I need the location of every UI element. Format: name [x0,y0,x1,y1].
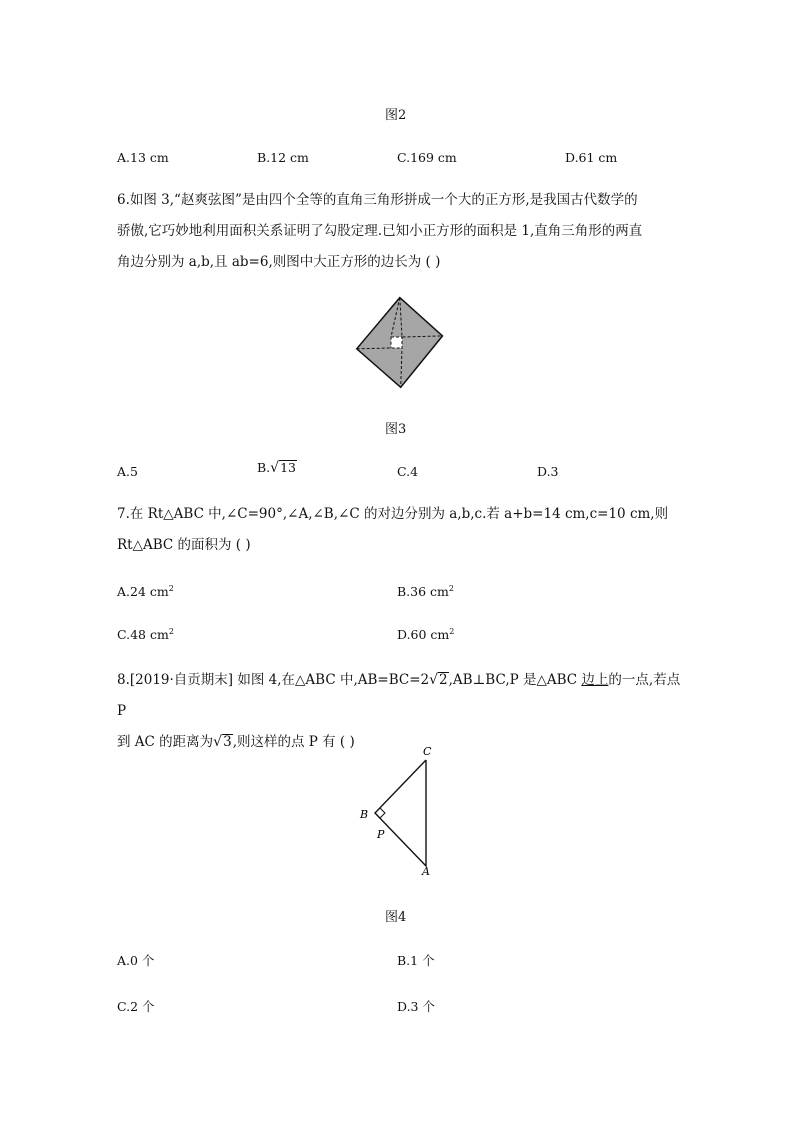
question-7 [117,499,687,561]
q6-line-1: 6.如图 3,“赵爽弦图”是由四个全等的直角三角形拼成一个大的正方形,是我国古代数学的 [117,192,638,208]
radical-sign: √ [429,672,439,688]
q8-line-2: 到 AC 的距离为√3,则这样的点 P 有 ( ) [117,734,355,750]
figure-4-caption: 图4 [385,910,407,925]
q6-option-b-radicand: 13 [280,460,296,475]
q6-line-3: 角边分别为 a,b,且 ab=6,则图中大正方形的边长为 ( ) [117,254,441,270]
figure-3-zhao-shuang-diagram [345,292,445,392]
q5-option-c: C.169 cm [397,150,457,165]
q8-option-b: B.1 个 [397,953,435,968]
q7-option-c: C.48 $cm^2$ [117,626,174,642]
q7-option-d: D.60 $cm^2$ [397,626,455,642]
label-b: B [360,808,369,821]
q6-option-b-prefix: B. [257,460,271,475]
q7-line-2: Rt△ABC 的面积为 ( ) [117,537,251,553]
q5-option-b: B.12 cm [257,150,309,165]
q8-option-d: D.3 个 [397,999,435,1014]
figure-4-triangle [355,740,445,880]
inner-square [391,337,402,348]
q6-option-a: A.5 [117,464,138,479]
triangle-abc [375,760,426,866]
q6-option-b [257,460,297,476]
radical-sign: √ [270,460,280,476]
q6-option-c: C.4 [397,464,419,479]
label-c: C [423,745,432,758]
q5-option-a: A.13 cm [117,150,169,165]
q5-option-d: D.61 cm [565,150,618,165]
figure-2-caption: 图2 [385,108,407,123]
q7-option-b: B.36 $cm^2$ [397,583,454,599]
q6-option-d: D.3 [537,464,559,479]
q8-option-a: A.0 个 [117,953,155,968]
q8-line-1: 8.[2019·自贡期末] 如图 4,在△ABC 中,AB=BC=2√2,AB⊥BC,P 是△ABC 边上的一点,若点 P [117,672,681,719]
label-p: P [377,828,385,841]
label-a: A [422,865,430,878]
q7-line-1: 7.在 Rt△ABC 中,∠C=90°,∠A,∠B,∠C 的对边分别为 a,b,c.若 a+b=14 cm,c=10 cm,则 [117,506,669,522]
q6-line-2: 骄傲,它巧妙地利用面积关系证明了勾股定理.已知小正方形的面积是 1,直角三角形的两直 [117,223,643,239]
question-6 [117,185,687,278]
figure-3-caption: 图3 [385,422,407,437]
q7-option-a: A.24 $cm^2$ [117,583,174,599]
right-angle-mark [375,808,385,818]
radical-sign: √ [213,734,223,750]
q8-option-c: C.2 个 [117,999,155,1014]
